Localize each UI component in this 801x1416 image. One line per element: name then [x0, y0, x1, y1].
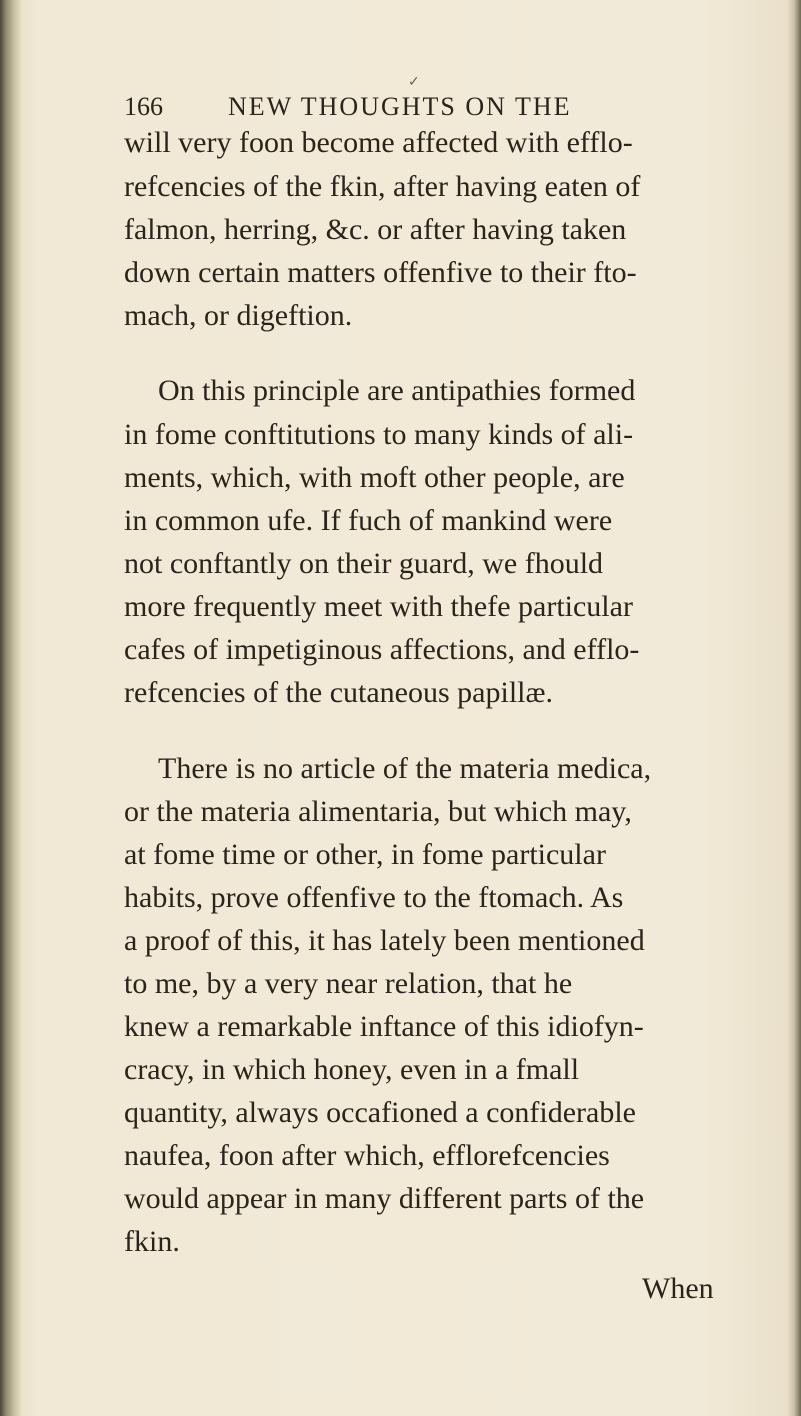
binding-gutter [0, 0, 22, 1416]
text-line: refcencies of the fkin, after having eaten of [124, 170, 641, 203]
text-line: cracy, in which honey, even in a fmall [124, 1053, 580, 1086]
text-line: or the materia alimentaria, but which may, [124, 795, 632, 828]
text-line: to me, by a very near relation, that he [124, 967, 573, 1000]
catchword: When [642, 1272, 714, 1305]
text-line: not conftantly on their guard, we fhould [124, 547, 604, 580]
text-line: falmon, herring, &c. or after having taken [124, 213, 627, 246]
text-line: fkin. [124, 1225, 180, 1258]
text-line: naufea, foon after which, efflorefcencies [124, 1139, 610, 1172]
text-line: more frequently meet with thefe particular [124, 590, 633, 623]
text-line: quantity, always occafioned a confiderable [124, 1096, 636, 1129]
text-line: ments, which, with moft other people, are [124, 461, 625, 494]
text-line: in fome conftitutions to many kinds of ali- [124, 418, 634, 451]
running-title: NEW THOUGHTS ON THE [228, 92, 572, 121]
text-line: cafes of impetiginous affections, and efflo- [124, 633, 640, 666]
text-line: knew a remarkable inftance of this idiofyn- [124, 1010, 644, 1043]
text-line: at fome time or other, in fome particular [124, 838, 606, 871]
text-line: in common ufe. If fuch of mankind were [124, 504, 613, 537]
text-line: mach, or digeftion. [124, 299, 353, 332]
page-edge [787, 0, 801, 1416]
printer-mark: ✓ [408, 75, 420, 90]
text-line: down certain matters offenfive to their fto- [124, 256, 637, 289]
text-line: a proof of this, it has lately been mentioned [124, 924, 645, 957]
text-line: There is no article of the materia medica, [158, 752, 652, 785]
text-line: habits, prove offenfive to the ftomach. As [124, 881, 624, 914]
text-line: will very foon become affected with efflo- [124, 126, 633, 159]
page-number: 166 [124, 92, 163, 121]
text-line: On this principle are antipathies formed [158, 374, 636, 407]
text-line: would appear in many different parts of the [124, 1182, 645, 1215]
text-line: refcencies of the cutaneous papillæ. [124, 676, 553, 709]
